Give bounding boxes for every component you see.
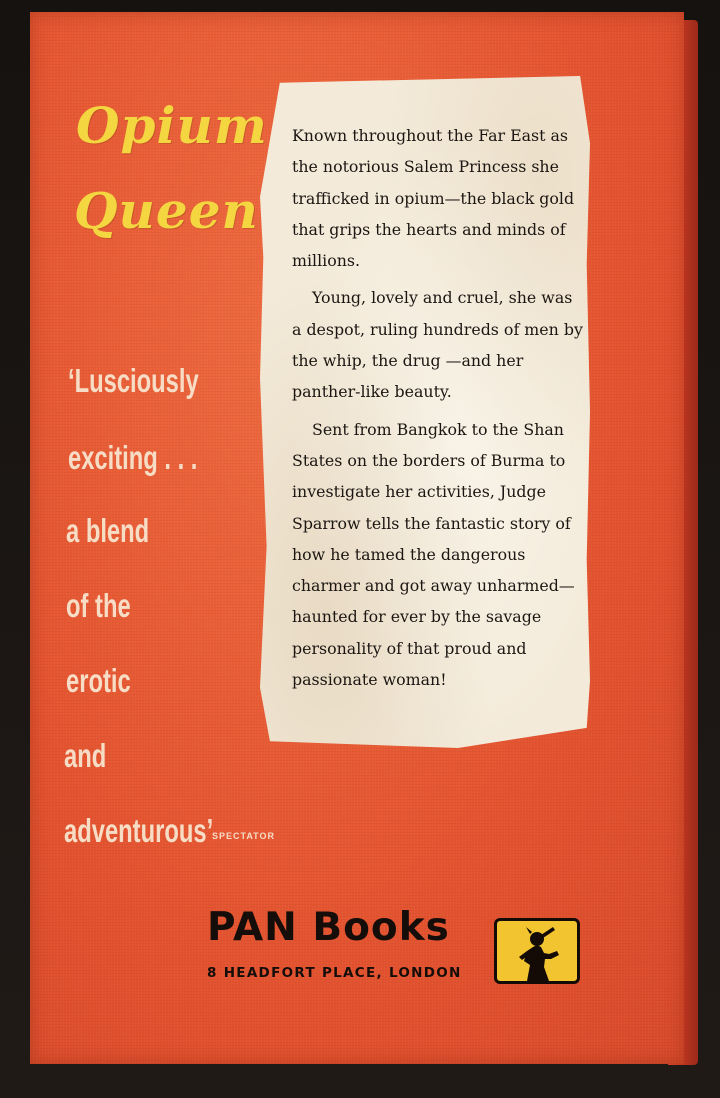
blurb-text: [292, 120, 584, 701]
review-quote-line: of the: [66, 587, 131, 624]
review-quote-line: adventurous’: [64, 812, 214, 849]
piper-silhouette: [497, 921, 577, 981]
blurb-paragraph: Known throughout the Far East as the notorious Salem Princess she trafficked in opium—the black gold that grips the hearts and minds of millions.: [292, 126, 575, 271]
publisher-name: PAN Books: [207, 905, 450, 950]
title-line-2: Queen: [74, 181, 259, 240]
review-quote-line: a blend: [66, 512, 150, 549]
blurb-paragraph: Young, lovely and cruel, she was a despot, ruling hundreds of men by the whip, the drug —and her panther-like beauty.: [292, 288, 583, 402]
review-quote-line: exciting . . .: [68, 439, 198, 476]
review-quote-line: and: [64, 737, 107, 774]
pan-piper-logo-icon: [494, 918, 580, 984]
blurb-paragraph: Sent from Bangkok to the Shan States on the borders of Burma to investigate her activities, Judge Sparrow tells the fantastic story of how he tamed the dangerous charmer and got away unharmed—haunted for ever by the savage personality of that proud and passionate woman!: [292, 419, 575, 690]
quote-source: SPECTATOR: [212, 831, 276, 841]
review-quote-line: ‘Lusciously: [68, 362, 199, 399]
title-line-1: Opium: [76, 96, 268, 155]
publisher-address: 8 HEADFORT PLACE, LONDON: [207, 965, 462, 981]
review-quote-line: erotic: [66, 662, 131, 699]
